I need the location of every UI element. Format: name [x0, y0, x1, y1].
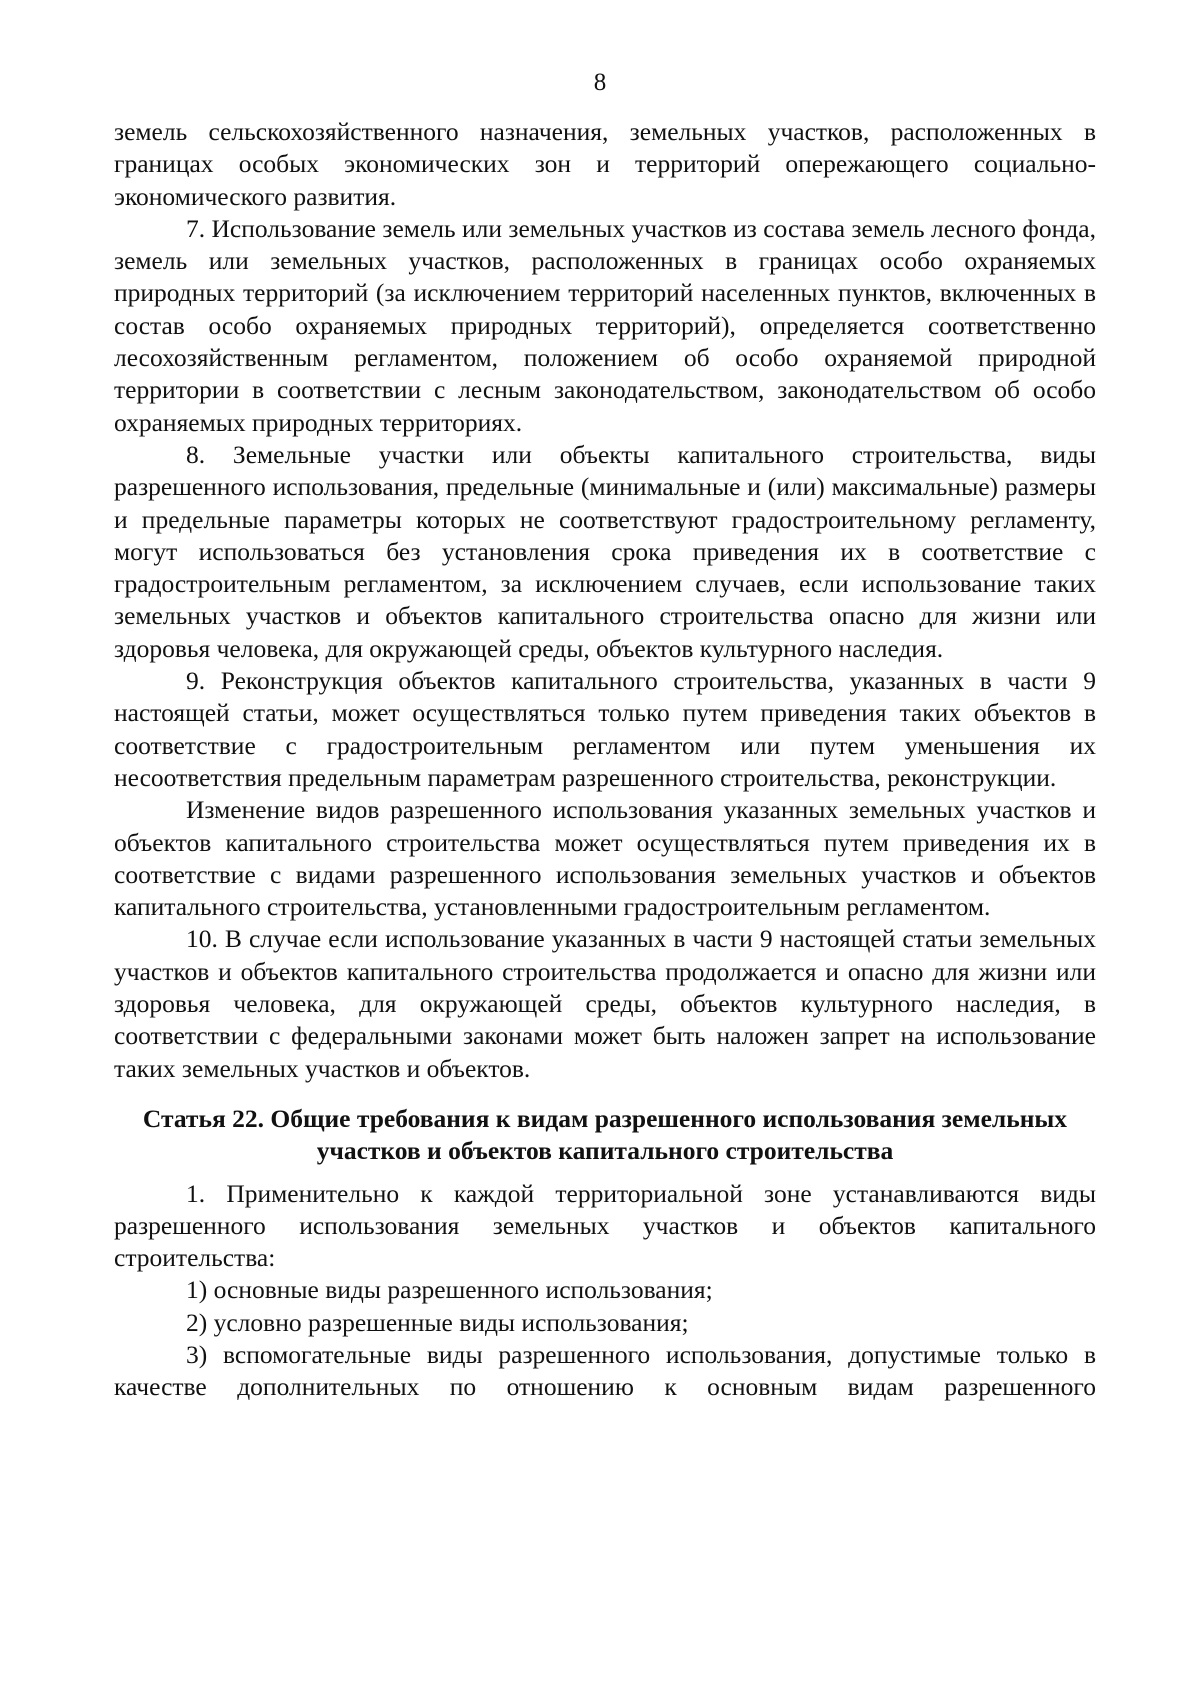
paragraph-change-of-use: Изменение видов разрешенного использования указанных земельных участков и объектов капитального строительства может осуществляться путем приведения их в соответствие с видами разрешенного использования земельных участков и объектов капитального строительства, установленными градостроительным регламентом.: [114, 795, 1096, 922]
article-heading: [114, 1103, 1096, 1168]
article-heading-line-1: Статья 22. Общие требования к видам разрешенного использования земельных: [142, 1103, 1068, 1133]
list-item-2: 2) условно разрешенные виды использования;: [186, 1307, 689, 1337]
paragraph-continuation: земель сельскохозяйственного назначения, земельных участков, расположенных в границах особых экономических зон и территорий опережающего социально-экономического развития.: [114, 117, 1096, 211]
paragraph-item-10: 10. В случае если использование указанных в части 9 настоящей статьи земельных участков и объектов капитального строительства продолжается и опасно для жизни или здоровья человека, для окружающей среды, объектов культурного наследия, в соответствии с федеральными законами может быть наложен запрет на использование таких земельных участков и объектов.: [114, 924, 1096, 1083]
list-item-3: 3) вспомогательные виды разрешенного использования, допустимые только в качестве дополнительных по отношению к основным видам разрешенного: [114, 1339, 1096, 1402]
article-intro-paragraph: 1. Применительно к каждой территориальной зоне устанавливаются виды разрешенного использования земельных участков и объектов капитального строительства:: [114, 1178, 1096, 1273]
list-item-1: 1) основные виды разрешенного использования;: [186, 1275, 713, 1305]
article-heading-line-2: участков и объектов капитального строительства: [316, 1136, 894, 1166]
page-body: [114, 116, 1096, 1404]
paragraph-item-9: 9. Реконструкция объектов капитального строительства, указанных в части 9 настоящей статьи, может осуществляться только путем приведения таких объектов в соответствие с градостроительным регламентом или путем уменьшения их несоответствия предельным параметрам разрешенного строительства, реконструкции.: [114, 666, 1096, 792]
paragraph-item-8: 8. Земельные участки или объекты капитального строительства, виды разрешенного использования, предельные (минимальные и (или) максимальные) размеры и предельные параметры которых не соответствуют градостроительному регламенту, могут использоваться без установления срока приведения их в соответствие с градостроительным регламентом, за исключением случаев, если использование таких земельных участков и объектов капитального строительства опасно для жизни или здоровья человека, для окружающей среды, объектов культурного наследия.: [114, 439, 1096, 663]
paragraph-item-7: 7. Использование земель или земельных участков из состава земель лесного фонда, земель или земельных участков, расположенных в границах особо охраняемых природных территорий (за исключением территорий населенных пунктов, включенных в состав особо охраняемых природных территорий), определяется соответственно лесохозяйственным регламентом, положением об особо охраняемой природной территории в соответствии с лесным законодательством, законодательством об особо охраняемых природных территориях.: [114, 213, 1096, 437]
page-number: 8: [593, 69, 607, 96]
